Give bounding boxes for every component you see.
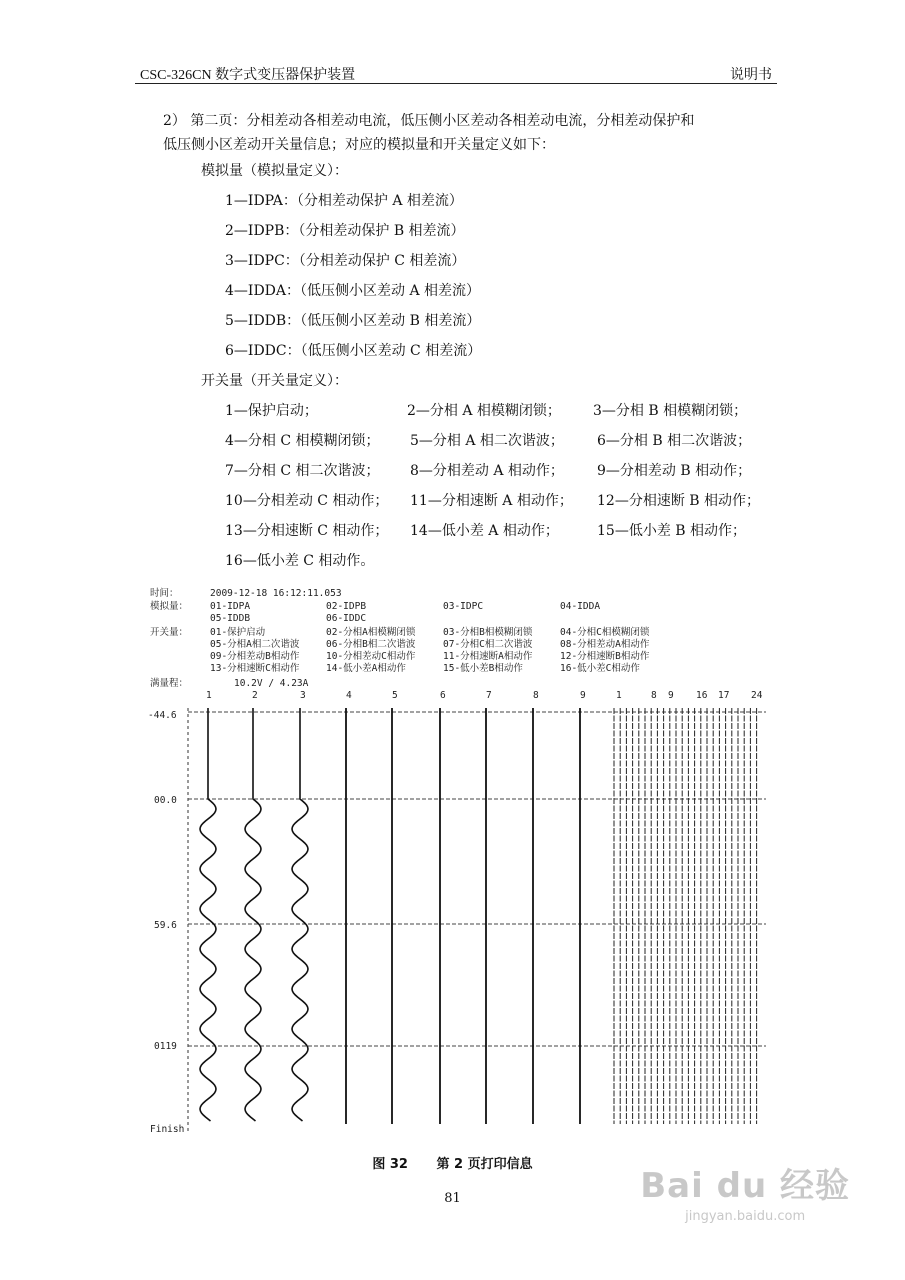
channel-number: 9 xyxy=(668,690,674,701)
switch-name: 05-分相A相二次谐波 xyxy=(210,639,300,650)
switch-name: 01-保护启动 xyxy=(210,627,266,638)
y-tick-label: 00.0 xyxy=(154,795,177,806)
analog-name: 06-IDDC xyxy=(326,613,367,624)
switch-name: 16-低小差C相动作 xyxy=(560,663,640,674)
switch-name: 04-分相C相模糊闭锁 xyxy=(560,627,650,638)
switch-name: 14-低小差A相动作 xyxy=(326,663,406,674)
analog-name: 04-IDDA xyxy=(560,601,601,612)
header-title: CSC-326CN 数字式变压器保护装置 xyxy=(140,68,356,83)
switch-name: 09-分相差动B相动作 xyxy=(210,651,300,662)
channel-number: 1 xyxy=(616,690,622,701)
y-tick-label: 0119 xyxy=(154,1041,177,1052)
y-tick-label: 59.6 xyxy=(154,920,177,931)
intro-line-2: 低压侧小区差动开关量信息；对应的模拟量和开关量定义如下： xyxy=(163,137,555,153)
scale-label: 满量程： xyxy=(150,678,189,689)
analog-item: 6—IDDC：（低压侧小区差动 C 相差流） xyxy=(225,343,482,359)
channel-number: 16 xyxy=(696,690,708,701)
switch-name: 15-低小差B相动作 xyxy=(443,663,523,674)
switch-item: 11—分相速断 A 相动作； xyxy=(410,493,573,509)
finish-label: Finish xyxy=(150,1124,185,1135)
channel-number: 1 xyxy=(206,690,212,701)
waveform-trace xyxy=(245,708,261,1121)
channel-number: 2 xyxy=(252,690,258,701)
switch-label: 开关量： xyxy=(150,627,189,638)
switch-item: 4—分相 C 相模糊闭锁； xyxy=(225,433,380,449)
switch-item: 6—分相 B 相二次谐波； xyxy=(597,433,752,449)
scale-value: 10.2V / 4.23A xyxy=(234,678,309,689)
channel-number: 4 xyxy=(346,690,352,701)
switch-name: 12-分相速断B相动作 xyxy=(560,651,650,662)
header-rule xyxy=(135,83,777,84)
switch-name: 11-分相速断A相动作 xyxy=(443,651,533,662)
analog-item: 5—IDDB：（低压侧小区差动 B 相差流） xyxy=(225,313,481,329)
waveform-trace xyxy=(200,708,216,1121)
y-tick-label: -44.6 xyxy=(148,710,177,721)
analog-name: 01-IDPA xyxy=(210,601,251,612)
channel-number: 24 xyxy=(751,690,763,701)
switch-item: 3—分相 B 相模糊闭锁； xyxy=(593,403,748,419)
analog-label: 模拟量： xyxy=(150,601,189,612)
intro-paragraph xyxy=(163,109,783,157)
analog-name: 02-IDPB xyxy=(326,601,367,612)
watermark-logo: Bai du 经验 xyxy=(640,1166,850,1206)
page-number: 81 xyxy=(444,1191,461,1206)
switch-item: 14—低小差 A 相动作； xyxy=(410,523,559,539)
switch-item: 13—分相速断 C 相动作； xyxy=(225,523,389,539)
time-label: 时间： xyxy=(150,588,179,599)
switch-title: 开关量（开关量定义）： xyxy=(201,373,348,389)
analog-name: 05-IDDB xyxy=(210,613,251,624)
analog-title: 模拟量（模拟量定义）： xyxy=(201,163,348,179)
switch-item: 8—分相差动 A 相动作； xyxy=(410,463,564,479)
switch-name: 02-分相A相模糊闭锁 xyxy=(326,627,416,638)
switch-name: 06-分相B相二次谐波 xyxy=(326,639,416,650)
channel-number: 6 xyxy=(440,690,446,701)
analog-item: 3—IDPC：（分相差动保护 C 相差流） xyxy=(225,253,466,269)
waveform-trace xyxy=(292,708,308,1121)
switch-item: 16—低小差 C 相动作。 xyxy=(225,553,375,569)
figure-caption-text: 第 2 页打印信息 xyxy=(436,1157,533,1172)
analog-item: 1—IDPA：（分相差动保护 A 相差流） xyxy=(225,193,463,209)
watermark xyxy=(640,1158,850,1224)
analog-item: 2—IDPB：（分相差动保护 B 相差流） xyxy=(225,223,465,239)
analog-item: 4—IDDA：（低压侧小区差动 A 相差流） xyxy=(225,283,481,299)
switch-name: 13-分相速断C相动作 xyxy=(210,663,300,674)
switch-name: 07-分相C相二次谐波 xyxy=(443,639,533,650)
analog-name: 03-IDPC xyxy=(443,601,484,612)
watermark-url: jingyan.baidu.com xyxy=(685,1209,806,1224)
channel-number: 7 xyxy=(486,690,492,701)
switch-item: 10—分相差动 C 相动作； xyxy=(225,493,389,509)
channel-number: 3 xyxy=(300,690,306,701)
channel-number: 17 xyxy=(718,690,730,701)
switch-name: 03-分相B相模糊闭锁 xyxy=(443,627,533,638)
channel-number: 5 xyxy=(392,690,398,701)
channel-number: 8 xyxy=(533,690,539,701)
time-value: 2009-12-18 16:12:11.053 xyxy=(210,588,342,599)
switch-name: 08-分相差动A相动作 xyxy=(560,639,650,650)
intro-line-1: 2） 第二页：分相差动各相差动电流，低压侧小区差动各相差动电流，分相差动保护和 xyxy=(163,113,695,129)
switch-item: 12—分相速断 B 相动作； xyxy=(597,493,761,509)
switch-name: 10-分相差动C相动作 xyxy=(326,651,416,662)
fault-record-printout xyxy=(148,584,768,1140)
channel-number: 8 xyxy=(651,690,657,701)
switch-item: 7—分相 C 相二次谐波； xyxy=(225,463,380,479)
switch-item: 2—分相 A 相模糊闭锁； xyxy=(407,403,561,419)
switch-item: 9—分相差动 B 相动作； xyxy=(597,463,752,479)
figure-caption-label: 图 32 xyxy=(372,1157,408,1172)
switch-item: 1—保护启动； xyxy=(225,403,318,419)
switch-item: 5—分相 A 相二次谐波； xyxy=(410,433,564,449)
header-doc-type: 说明书 xyxy=(730,68,772,83)
channel-number: 9 xyxy=(580,690,586,701)
switch-item: 15—低小差 B 相动作； xyxy=(597,523,747,539)
